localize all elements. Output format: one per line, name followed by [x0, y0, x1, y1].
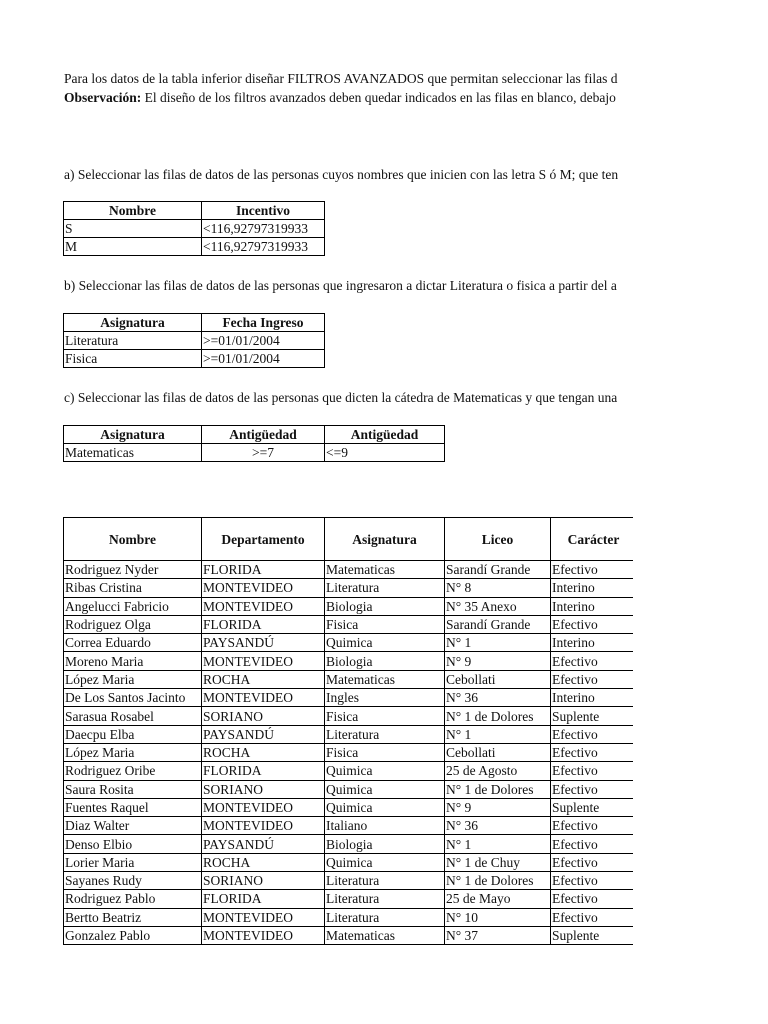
table-cell[interactable]: Daecpu Elba	[64, 725, 202, 743]
table-cell[interactable]: Cebollati	[445, 670, 551, 688]
column-header[interactable]: Antigüedad	[202, 426, 325, 444]
table-row	[64, 444, 445, 462]
table-row	[64, 597, 634, 615]
table-cell[interactable]: Matematicas	[325, 670, 445, 688]
table-row	[64, 908, 634, 926]
table-cell[interactable]: N° 1 de Chuy	[445, 853, 551, 871]
table-cell[interactable]: Italiano	[325, 817, 445, 835]
table-row	[64, 220, 325, 238]
table-cell[interactable]: N° 1 de Dolores	[445, 872, 551, 890]
column-header[interactable]: Carácter	[551, 518, 634, 561]
table-row	[64, 725, 634, 743]
table-cell[interactable]: Sarasua Rosabel	[64, 707, 202, 725]
table-cell[interactable]: López Maria	[64, 670, 202, 688]
observation-line	[64, 89, 616, 107]
criteria-table-b	[63, 313, 325, 368]
observation-label: Observación:	[64, 90, 142, 105]
table-cell[interactable]: N° 1	[445, 835, 551, 853]
table-row	[64, 872, 634, 890]
table-cell[interactable]: Efectivo	[551, 670, 634, 688]
column-header[interactable]: Asignatura	[325, 518, 445, 561]
table-cell[interactable]: Efectivo	[551, 743, 634, 761]
table-cell[interactable]: Efectivo	[551, 780, 634, 798]
table-cell[interactable]: N° 37	[445, 926, 551, 944]
table-cell[interactable]: MONTEVIDEO	[202, 652, 325, 670]
table-cell[interactable]: Efectivo	[551, 615, 634, 633]
table-row	[64, 780, 634, 798]
table-cell[interactable]: Denso Elbio	[64, 835, 202, 853]
table-cell[interactable]: ROCHA	[202, 853, 325, 871]
table-cell[interactable]: N° 36	[445, 689, 551, 707]
table-cell[interactable]: Quimica	[325, 780, 445, 798]
table-cell[interactable]: Sayanes Rudy	[64, 872, 202, 890]
table-row	[64, 926, 634, 944]
data-table	[63, 517, 633, 945]
table-cell[interactable]: Sarandí Grande	[445, 615, 551, 633]
table-cell[interactable]: N° 1 de Dolores	[445, 707, 551, 725]
section-a-prompt: a) Seleccionar las filas de datos de las personas cuyos nombres que inicien con las letra S ó M; que ten	[64, 167, 619, 182]
table-cell[interactable]: Matematicas	[325, 561, 445, 579]
table-cell[interactable]: MONTEVIDEO	[202, 798, 325, 816]
column-header[interactable]: Nombre	[64, 518, 202, 561]
table-cell[interactable]: Rodriguez Nyder	[64, 561, 202, 579]
column-header[interactable]: Liceo	[445, 518, 551, 561]
table-cell[interactable]: Efectivo	[551, 872, 634, 890]
table-cell[interactable]: ROCHA	[202, 743, 325, 761]
column-header[interactable]: Asignatura	[64, 314, 202, 332]
table-row	[64, 652, 634, 670]
table-row	[64, 332, 325, 350]
table-row	[64, 853, 634, 871]
table-row	[64, 707, 634, 725]
table-cell[interactable]: Efectivo	[551, 561, 634, 579]
table-cell[interactable]: Interino	[551, 597, 634, 615]
table-cell[interactable]: M	[64, 238, 202, 256]
table-cell[interactable]: Biologia	[325, 597, 445, 615]
table-cell[interactable]: Fisica	[64, 350, 202, 368]
table-cell[interactable]: De Los Santos Jacinto	[64, 689, 202, 707]
table-row	[64, 350, 325, 368]
column-header[interactable]: Nombre	[64, 202, 202, 220]
table-cell[interactable]: Bertto Beatriz	[64, 908, 202, 926]
table-cell[interactable]: N° 1	[445, 634, 551, 652]
table-cell[interactable]: Fisica	[325, 615, 445, 633]
table-cell[interactable]: Angelucci Fabricio	[64, 597, 202, 615]
column-header[interactable]: Departamento	[202, 518, 325, 561]
table-cell[interactable]: N° 9	[445, 652, 551, 670]
table-cell[interactable]: Matematicas	[325, 926, 445, 944]
table-cell[interactable]: Efectivo	[551, 817, 634, 835]
table-cell[interactable]: Literatura	[325, 872, 445, 890]
table-row	[64, 561, 634, 579]
table-cell[interactable]: Literatura	[325, 890, 445, 908]
table-cell[interactable]: Sarandí Grande	[445, 561, 551, 579]
table-cell[interactable]: Efectivo	[551, 853, 634, 871]
table-cell[interactable]: Saura Rosita	[64, 780, 202, 798]
table-cell[interactable]: N° 9	[445, 798, 551, 816]
table-cell[interactable]: Ingles	[325, 689, 445, 707]
column-header[interactable]: Asignatura	[64, 426, 202, 444]
table-cell[interactable]: Rodriguez Olga	[64, 615, 202, 633]
table-cell[interactable]: <=9	[325, 444, 445, 462]
table-cell[interactable]: FLORIDA	[202, 561, 325, 579]
table-cell[interactable]: Correa Eduardo	[64, 634, 202, 652]
table-cell[interactable]: Biologia	[325, 652, 445, 670]
table-cell[interactable]: PAYSANDÚ	[202, 634, 325, 652]
intro-line: Para los datos de la tabla inferior diseñar FILTROS AVANZADOS que permitan seleccionar las filas d	[64, 71, 618, 86]
table-cell[interactable]: PAYSANDÚ	[202, 835, 325, 853]
table-cell[interactable]: MONTEVIDEO	[202, 579, 325, 597]
table-cell[interactable]: S	[64, 220, 202, 238]
table-cell[interactable]: 25 de Agosto	[445, 762, 551, 780]
table-cell[interactable]: Fisica	[325, 743, 445, 761]
table-row	[64, 689, 634, 707]
table-cell[interactable]: N° 1	[445, 725, 551, 743]
table-cell[interactable]: <116,92797319933	[202, 238, 325, 256]
table-cell[interactable]: MONTEVIDEO	[202, 908, 325, 926]
column-header[interactable]: Fecha Ingreso	[202, 314, 325, 332]
criteria-table-a	[63, 201, 325, 256]
table-cell[interactable]: Ribas Cristina	[64, 579, 202, 597]
table-cell[interactable]: SORIANO	[202, 707, 325, 725]
table-cell[interactable]: N° 8	[445, 579, 551, 597]
table-cell[interactable]: Literatura	[325, 908, 445, 926]
table-cell[interactable]: PAYSANDÚ	[202, 725, 325, 743]
table-cell[interactable]: Matematicas	[64, 444, 202, 462]
table-cell[interactable]: MONTEVIDEO	[202, 817, 325, 835]
table-row	[64, 835, 634, 853]
table-cell[interactable]: Interino	[551, 634, 634, 652]
table-cell[interactable]: Literatura	[325, 579, 445, 597]
column-header[interactable]: Antigüedad	[325, 426, 445, 444]
table-row	[64, 762, 634, 780]
criteria-table-c	[63, 425, 445, 462]
table-cell[interactable]: ROCHA	[202, 670, 325, 688]
table-cell[interactable]: Interino	[551, 579, 634, 597]
table-cell[interactable]: Diaz Walter	[64, 817, 202, 835]
table-cell[interactable]: Cebollati	[445, 743, 551, 761]
table-cell[interactable]: Moreno Maria	[64, 652, 202, 670]
table-cell[interactable]: Gonzalez Pablo	[64, 926, 202, 944]
table-cell[interactable]: >=7	[202, 444, 325, 462]
table-cell[interactable]: Quimica	[325, 798, 445, 816]
observation-text: El diseño de los filtros avanzados deben quedar indicados en las filas en blanco, debajo	[141, 90, 616, 105]
table-cell[interactable]: Biologia	[325, 835, 445, 853]
table-cell[interactable]: MONTEVIDEO	[202, 597, 325, 615]
table-cell[interactable]: 25 de Mayo	[445, 890, 551, 908]
table-cell[interactable]: Efectivo	[551, 762, 634, 780]
table-cell[interactable]: Quimica	[325, 762, 445, 780]
table-cell[interactable]: N° 10	[445, 908, 551, 926]
table-row	[64, 634, 634, 652]
table-cell[interactable]: Rodriguez Pablo	[64, 890, 202, 908]
header-row	[64, 518, 634, 561]
table-cell[interactable]: SORIANO	[202, 780, 325, 798]
table-row	[64, 743, 634, 761]
table-cell[interactable]: Literatura	[325, 725, 445, 743]
table-cell[interactable]: Efectivo	[551, 652, 634, 670]
section-b-prompt: b) Seleccionar las filas de datos de las personas que ingresaron a dictar Literatura o fisica a partir del a	[64, 278, 617, 293]
section-c-prompt: c) Seleccionar las filas de datos de las personas que dicten la cátedra de Matematicas y que tengan una	[64, 390, 618, 405]
table-cell[interactable]: Interino	[551, 689, 634, 707]
table-cell[interactable]: <116,92797319933	[202, 220, 325, 238]
table-cell[interactable]: Suplente	[551, 926, 634, 944]
table-cell[interactable]: N° 1 de Dolores	[445, 780, 551, 798]
table-cell[interactable]: Rodriguez Oribe	[64, 762, 202, 780]
table-cell[interactable]: N° 35 Anexo	[445, 597, 551, 615]
table-cell[interactable]: >=01/01/2004	[202, 350, 325, 368]
table-cell[interactable]: Efectivo	[551, 725, 634, 743]
table-row	[64, 579, 634, 597]
table-cell[interactable]: Suplente	[551, 798, 634, 816]
table-cell[interactable]: FLORIDA	[202, 762, 325, 780]
table-row	[64, 238, 325, 256]
table-cell[interactable]: Quimica	[325, 634, 445, 652]
table-row	[64, 890, 634, 908]
table-cell[interactable]: FLORIDA	[202, 890, 325, 908]
table-cell[interactable]: Efectivo	[551, 835, 634, 853]
table-row	[64, 798, 634, 816]
table-row	[64, 817, 634, 835]
table-cell[interactable]: MONTEVIDEO	[202, 926, 325, 944]
column-header[interactable]: Incentivo	[202, 202, 325, 220]
table-row	[64, 670, 634, 688]
table-cell[interactable]: >=01/01/2004	[202, 332, 325, 350]
table-cell[interactable]: Fuentes Raquel	[64, 798, 202, 816]
table-cell[interactable]: Literatura	[64, 332, 202, 350]
table-cell[interactable]: MONTEVIDEO	[202, 689, 325, 707]
table-cell[interactable]: Suplente	[551, 707, 634, 725]
table-cell[interactable]: López Maria	[64, 743, 202, 761]
table-cell[interactable]: N° 36	[445, 817, 551, 835]
table-cell[interactable]: SORIANO	[202, 872, 325, 890]
table-cell[interactable]: Quimica	[325, 853, 445, 871]
table-cell[interactable]: FLORIDA	[202, 615, 325, 633]
table-row	[64, 615, 634, 633]
table-cell[interactable]: Fisica	[325, 707, 445, 725]
table-cell[interactable]: Efectivo	[551, 890, 634, 908]
table-cell[interactable]: Lorier Maria	[64, 853, 202, 871]
table-cell[interactable]: Efectivo	[551, 908, 634, 926]
